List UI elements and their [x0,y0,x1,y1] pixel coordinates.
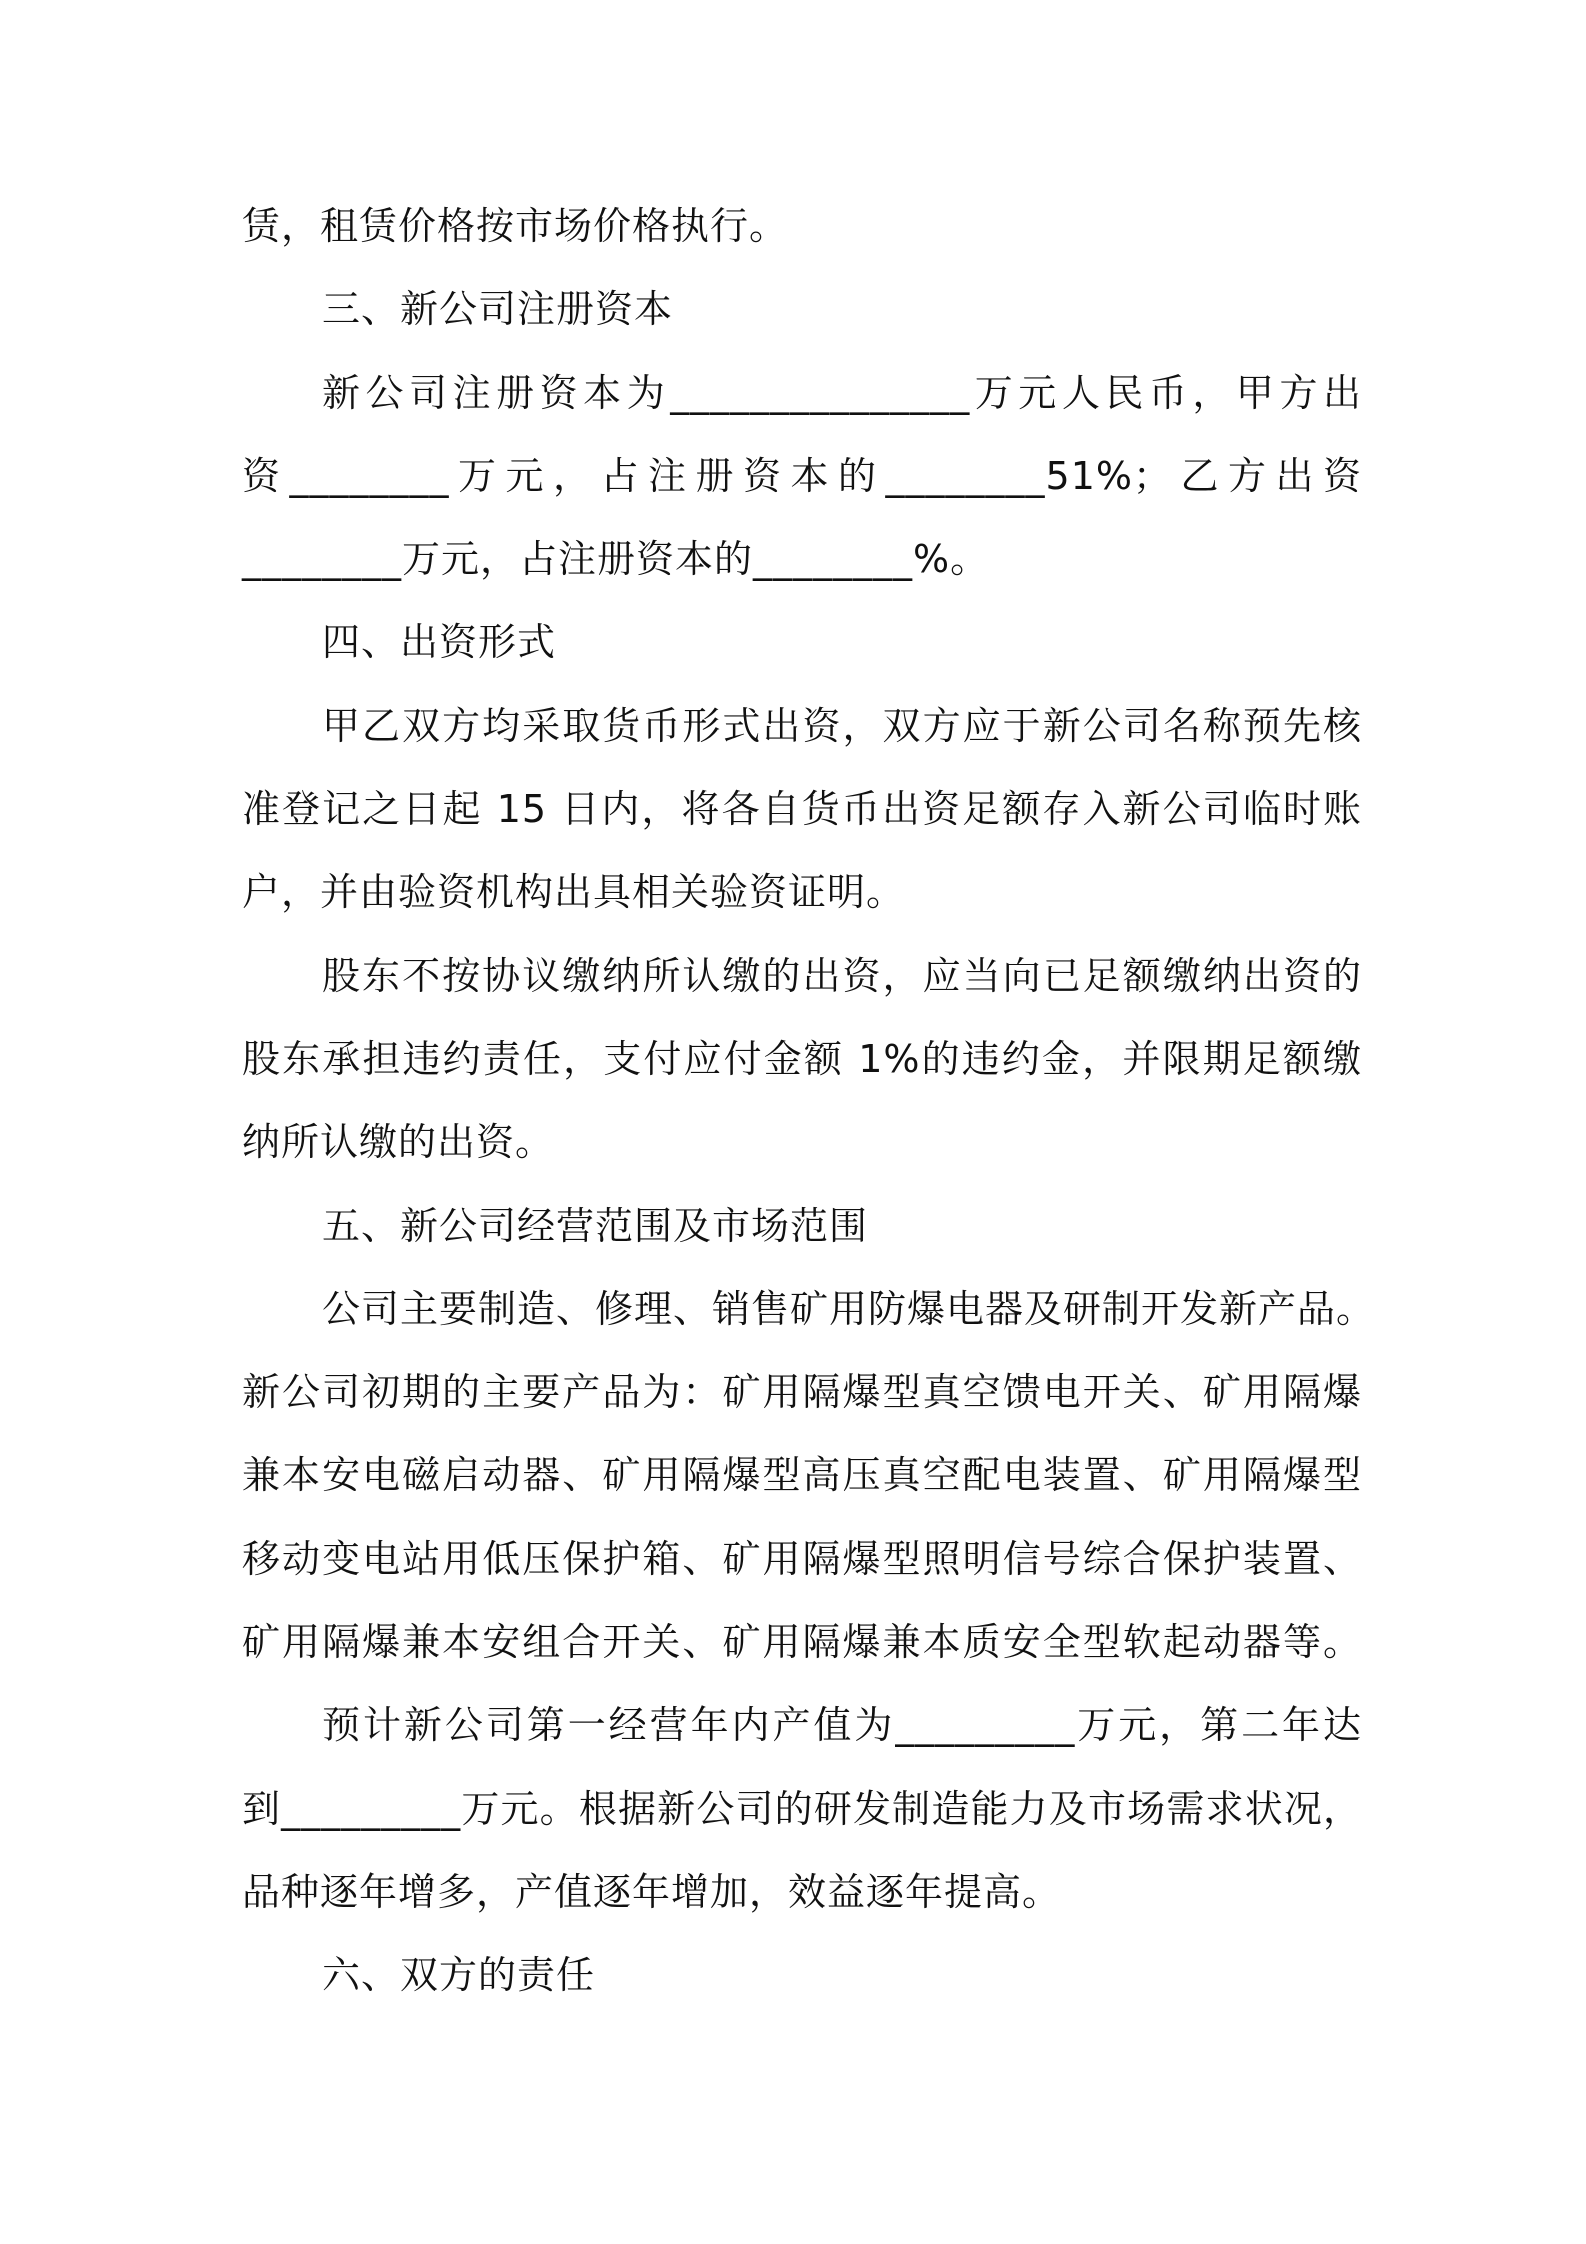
text-line: 资________万元，占注册资本的________51%；乙方出资 [242,454,1362,498]
text-line: 户，并由验资机构出具相关验资证明。 [242,870,906,914]
section-heading: 三、新公司注册资本 [322,287,674,331]
text-line: 新公司注册资本为_______________万元人民币，甲方出 [322,371,1362,415]
section-heading: 五、新公司经营范围及市场范围 [322,1204,869,1248]
text-line: 股东承担违约责任，支付应付金额 1%的违约金，并限期足额缴 [242,1037,1362,1081]
text-line: 股东不按协议缴纳所认缴的出资，应当向已足额缴纳出资的 [322,954,1362,998]
text-line: 矿用隔爆兼本安组合开关、矿用隔爆兼本质安全型软起动器等。 [242,1620,1362,1664]
text-line: 品种逐年增多，产值逐年增加，效益逐年提高。 [242,1870,1062,1914]
text-line: 到_________万元。根据新公司的研发制造能力及市场需求状况， [242,1787,1362,1831]
text-line: 纳所认缴的出资。 [242,1120,555,1164]
text-line: 赁，租赁价格按市场价格执行。 [242,204,789,248]
text-line: 准登记之日起 15 日内，将各自货币出资足额存入新公司临时账 [242,787,1362,831]
text-line: 新公司初期的主要产品为：矿用隔爆型真空馈电开关、矿用隔爆 [242,1370,1362,1414]
text-line: 预计新公司第一经营年内产值为_________万元，第二年达 [322,1703,1362,1747]
text-line: ________万元，占注册资本的________%。 [242,537,990,581]
text-line: 甲乙双方均采取货币形式出资，双方应于新公司名称预先核 [322,704,1362,748]
text-line: 公司主要制造、修理、销售矿用防爆电器及研制开发新产品。 [322,1287,1376,1331]
section-heading: 四、出资形式 [322,620,557,664]
text-line: 移动变电站用低压保护箱、矿用隔爆型照明信号综合保护装置、 [242,1537,1362,1581]
text-line: 兼本安电磁启动器、矿用隔爆型高压真空配电装置、矿用隔爆型 [242,1453,1362,1497]
section-heading: 六、双方的责任 [322,1953,596,1997]
